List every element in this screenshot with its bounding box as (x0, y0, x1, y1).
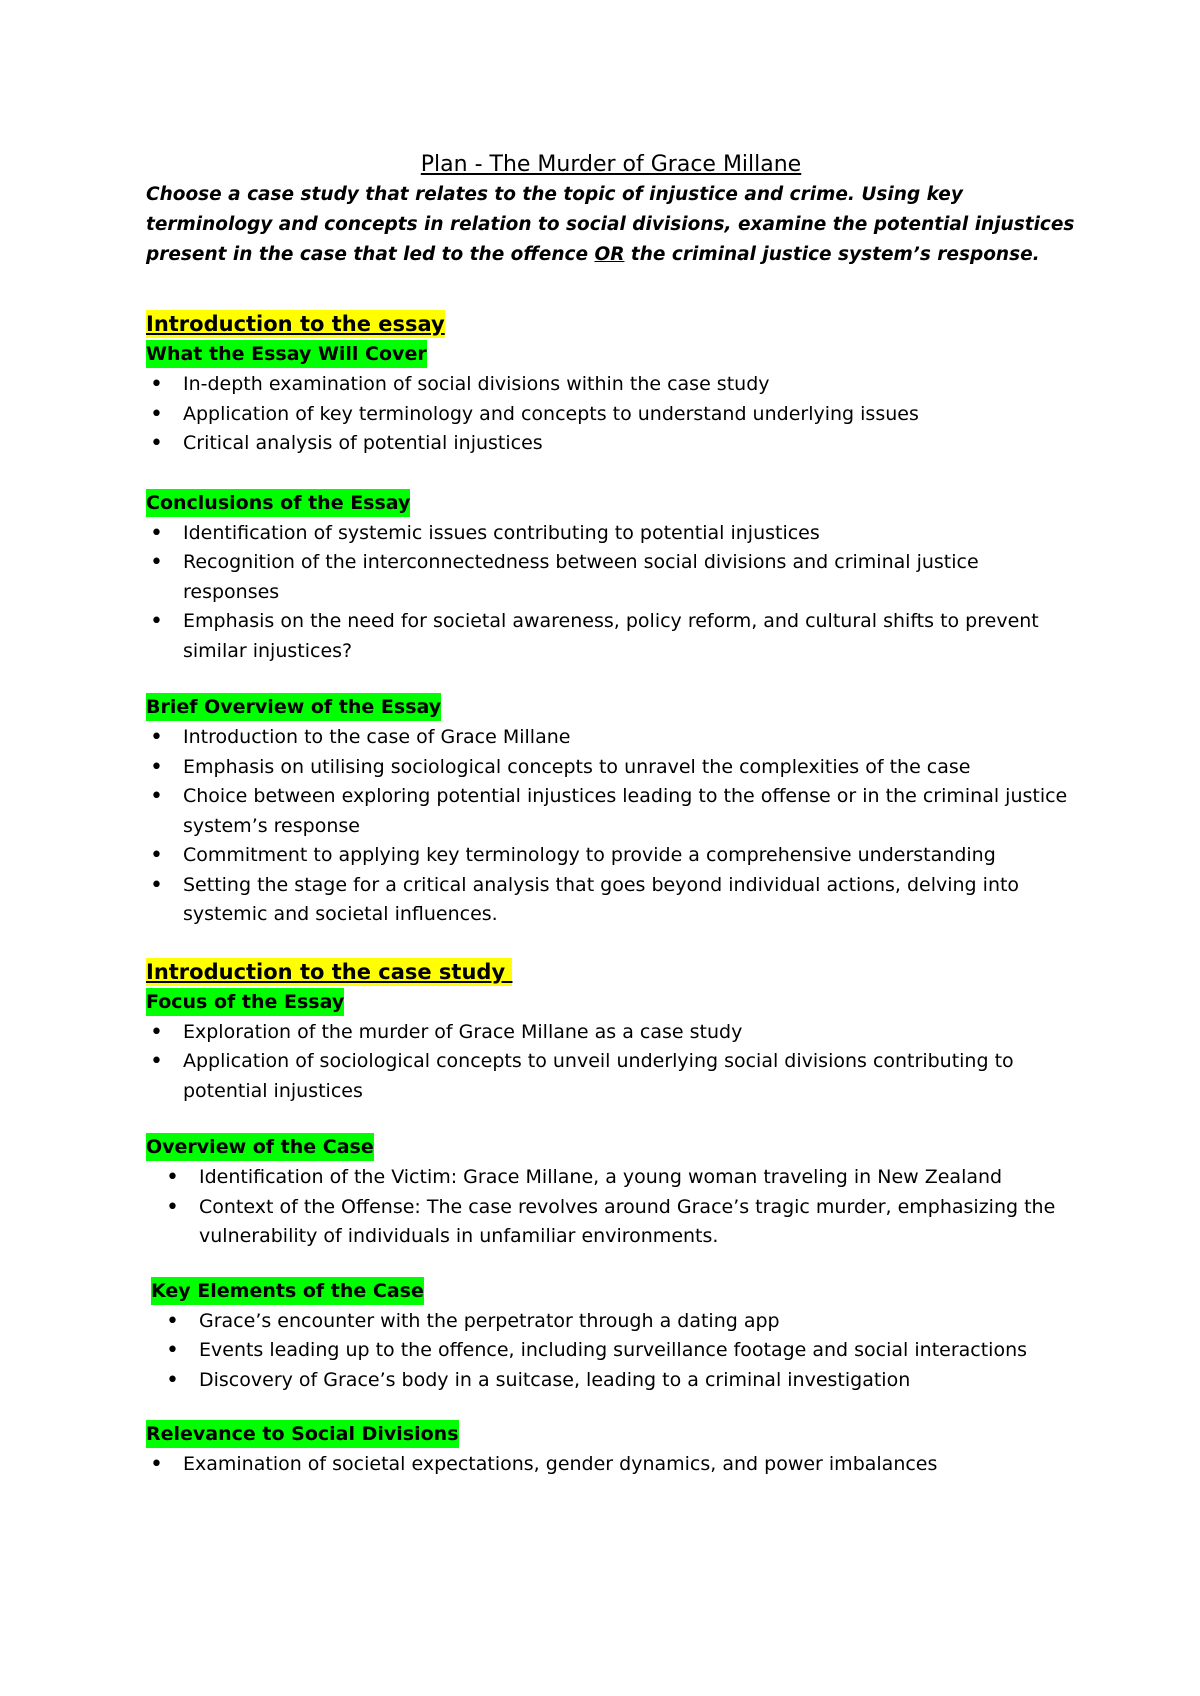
list-item: • Setting the stage for a critical analysis that goes beyond individual actions, delving into systemic and societal influences. (146, 871, 1076, 930)
list-item: • Commitment to applying key terminology to provide a comprehensive understanding (146, 841, 1076, 871)
focus-list (146, 1018, 1076, 1107)
section-heading-intro-essay: Introduction to the essay (146, 312, 445, 336)
subheading-what-essay-will-cover: What the Essay Will Cover (146, 340, 427, 368)
spacer (146, 1252, 1076, 1277)
spacer (146, 459, 1076, 489)
list-item: • Emphasis on the need for societal awareness, policy reform, and cultural shifts to prevent similar injustices? (146, 607, 1076, 666)
list-item: • Introduction to the case of Grace Millane (146, 723, 1076, 753)
prompt-text-start: Choose a case study that relates to the topic of injustice and crime. Using key terminology and concepts in relation to social divisions, examine the potential injustices present in the case that led to the offence (146, 184, 1075, 265)
spacer (146, 1395, 1076, 1420)
case-overview-list (146, 1163, 1076, 1252)
list-item: • In-depth examination of social divisions within the case study (146, 370, 1076, 400)
prompt-text-end: the criminal justice system’s response. (624, 244, 1040, 265)
list-item: • Context of the Offense: The case revolves around Grace’s tragic murder, emphasizing the vulnerability of individuals in unfamiliar environments. (146, 1193, 1076, 1252)
list-item: • Choice between exploring potential injustices leading to the offense or in the criminal justice system’s response (146, 782, 1076, 841)
cover-list (146, 370, 1076, 459)
prompt-emphasis: OR (594, 244, 625, 265)
section-heading-intro-case: Introduction to the case study (146, 959, 513, 984)
conclusions-list (146, 519, 1076, 667)
list-item: • Examination of societal expectations, gender dynamics, and power imbalances (146, 1450, 1076, 1480)
overview-list (146, 723, 1076, 930)
document-page (146, 150, 1076, 1480)
page-title: Plan - The Murder of Grace Millane (420, 152, 802, 177)
list-item: • Exploration of the murder of Grace Millane as a case study (146, 1018, 1076, 1048)
list-item: • Application of sociological concepts to unveil underlying social divisions contributing to potential injustices (146, 1047, 1076, 1106)
list-item: • Identification of systemic issues contributing to potential injustices (146, 519, 1076, 549)
list-item: • Identification of the Victim: Grace Millane, a young woman traveling in New Zealand (146, 1163, 1076, 1193)
list-item: • Events leading up to the offence, including surveillance footage and social interactions (146, 1336, 1076, 1366)
subheading-key-elements: Key Elements of the Case (151, 1277, 424, 1305)
subheading-focus: Focus of the Essay (146, 988, 344, 1016)
subheading-brief-overview: Brief Overview of the Essay (146, 693, 441, 721)
subheading-relevance: Relevance to Social Divisions (146, 1420, 459, 1448)
spacer (146, 270, 1076, 310)
list-item: • Emphasis on utilising sociological concepts to unravel the complexities of the case (146, 753, 1076, 783)
spacer (146, 1106, 1076, 1133)
relevance-list (146, 1450, 1076, 1480)
list-item: • Critical analysis of potential injustices (146, 429, 1076, 459)
spacer (146, 930, 1076, 958)
subheading-case-overview: Overview of the Case (146, 1133, 374, 1161)
list-item: • Recognition of the interconnectedness between social divisions and criminal justice responses (146, 548, 1076, 607)
spacer (146, 666, 1076, 693)
subheading-conclusions: Conclusions of the Essay (146, 489, 410, 517)
list-item: • Discovery of Grace’s body in a suitcase, leading to a criminal investigation (146, 1366, 1076, 1396)
assignment-prompt (146, 180, 1076, 270)
key-elements-list (146, 1307, 1076, 1396)
list-item: • Grace’s encounter with the perpetrator through a dating app (146, 1307, 1076, 1337)
list-item: • Application of key terminology and concepts to understand underlying issues (146, 400, 1076, 430)
